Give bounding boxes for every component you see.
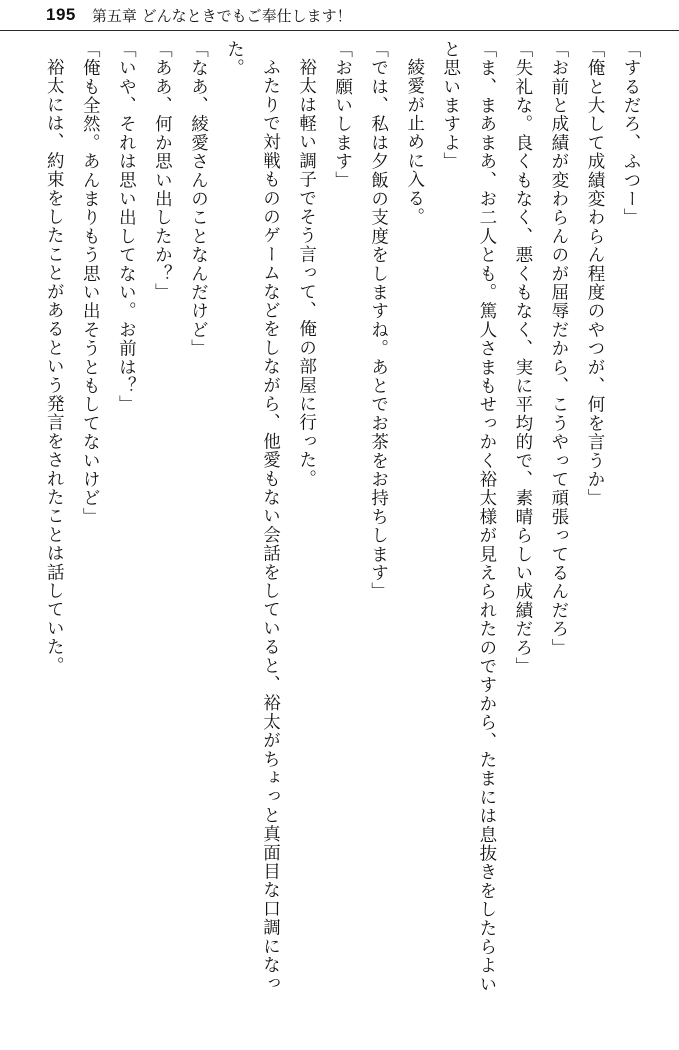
paragraph: ふたりで対戦もののゲームなどをしながら、他愛もない会話をしていると、裕太がちょっと真面目な口調になった。 bbox=[224, 40, 281, 993]
paragraph: 裕太には、約束をしたことがあるという発言をされたことは話していた。 bbox=[44, 58, 65, 676]
paragraph: 「では、私は夕飯の支度をしますね。あとでお茶をお持ちします」 bbox=[368, 40, 389, 601]
paragraph: 「ま、まあまあ、お二人とも。篤人さまもせっかく裕太様が見えられたのですから、たまには息抜きをしたらよいと思いますよ」 bbox=[440, 40, 497, 994]
vertical-text-block bbox=[30, 40, 649, 1000]
paragraph: 「ああ、何か思い出したか？」 bbox=[152, 40, 173, 302]
chapter-title: 第五章 どんなときでもご奉仕します！ bbox=[91, 6, 352, 25]
paragraph: 「するだろ、ふつー」 bbox=[621, 40, 641, 227]
paragraph: 裕太は軽い調子でそう言って、俺の部屋に行った。 bbox=[296, 58, 317, 489]
paragraph: 「お前と成績が変わらんのが屈辱だから、こうやって頑張ってるんだろ」 bbox=[548, 40, 569, 658]
header-divider bbox=[0, 30, 679, 31]
paragraph: 「失礼な。良くもなく、悪くもなく、実に平均的で、素晴らしい成績だろ」 bbox=[512, 40, 533, 676]
running-header bbox=[0, 0, 679, 30]
paragraph: 「俺と大して成績変わらん程度のやつが、何を言うか」 bbox=[584, 40, 605, 508]
paragraph: 綾愛が止めに入る。 bbox=[404, 58, 425, 227]
paragraph: 「俺も全然。あんまりもう思い出そうともしてないけど」 bbox=[80, 40, 101, 527]
page-number: 195 bbox=[46, 5, 76, 24]
paragraph: 「いや、それは思い出してない。お前は？」 bbox=[116, 40, 137, 414]
paragraph: 「なあ、綾愛さんのことなんだけど」 bbox=[188, 40, 209, 358]
paragraph: 「お願いします」 bbox=[332, 40, 353, 190]
page-body bbox=[30, 40, 649, 1035]
